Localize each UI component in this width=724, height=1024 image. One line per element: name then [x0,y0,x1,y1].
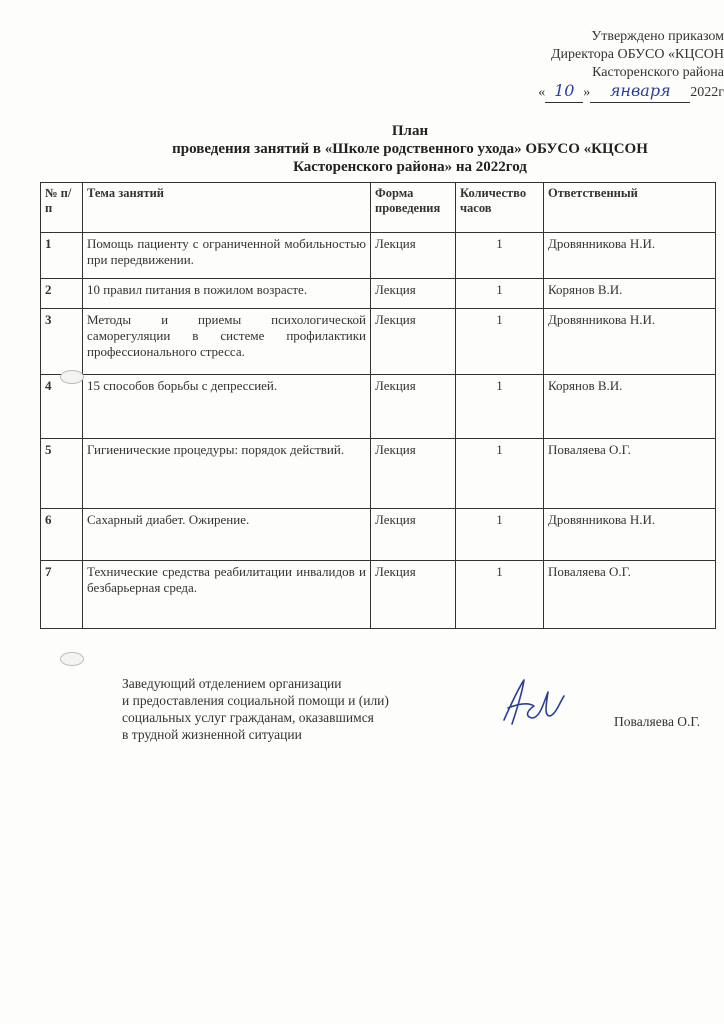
row-num: 6 [41,509,83,561]
row-num: 5 [41,439,83,509]
row-num: 7 [41,561,83,629]
footer-signer-name: Поваляева О.Г. [614,714,701,729]
document-title [120,122,700,176]
row-num: 2 [41,279,83,309]
date-month: января [609,81,671,100]
footer-position [122,675,442,743]
table-row [41,375,716,439]
row-hours: 1 [456,309,544,375]
table-header-row [41,183,716,233]
row-responsible: Поваляева О.Г. [544,561,716,629]
footer-line-1: Заведующий отделением организации [122,676,342,691]
row-form: Лекция [371,439,456,509]
row-form: Лекция [371,509,456,561]
handwritten-signature [494,672,574,732]
row-responsible: Дровянникова Н.И. [544,509,716,561]
date-close-quote: » [583,85,591,100]
row-form: Лекция [371,309,456,375]
row-form: Лекция [371,375,456,439]
row-hours: 1 [456,439,544,509]
footer-line-4: в трудной жизненной ситуации [122,727,302,742]
approval-line-1: Утверждено приказом [591,29,724,44]
row-topic: Технические средства реабилитации инвалидов и безбарьерная среда. [83,561,371,629]
row-num: 3 [41,309,83,375]
header-topic: Тема занятий [83,183,371,233]
row-num: 1 [41,233,83,279]
table-row [41,233,716,279]
approval-line-3: Касторенского района [592,65,724,80]
title-line-3: Касторенского района» на 2022год [293,159,527,175]
header-num: № п/п [41,183,83,233]
table-row [41,561,716,629]
row-hours: 1 [456,233,544,279]
row-responsible: Корянов В.И. [544,279,716,309]
row-hours: 1 [456,561,544,629]
row-hours: 1 [456,375,544,439]
row-responsible: Корянов В.И. [544,375,716,439]
row-topic: Гигиенические процедуры: порядок действий. [83,439,371,509]
punch-hole-mark [60,652,84,666]
punch-hole-mark [60,370,84,384]
row-hours: 1 [456,279,544,309]
row-topic: Методы и приемы психологической саморегуляции в системе профилактики профессионального стресса. [83,309,371,375]
footer-line-2: и предоставления социальной помощи и (или) [122,693,389,708]
row-hours: 1 [456,509,544,561]
header-hours: Количество часов [456,183,544,233]
header-form: Форма проведения [371,183,456,233]
row-topic: Помощь пациенту с ограниченной мобильностью при передвижении. [83,233,371,279]
row-topic: 10 правил питания в пожилом возрасте. [83,279,371,309]
row-form: Лекция [371,561,456,629]
plan-table [40,182,716,629]
row-num: 4 [41,375,83,439]
table-row [41,309,716,375]
row-responsible: Дровянникова Н.И. [544,233,716,279]
approval-line-2: Директора ОБУСО «КЦСОН [550,47,724,62]
title-line-1: План [391,123,429,139]
row-topic: 15 способов борьбы с депрессией. [83,375,371,439]
date-day: 10 [554,81,575,100]
header-responsible: Ответственный [544,183,716,233]
table-row [41,279,716,309]
approval-block [494,28,724,103]
row-form: Лекция [371,279,456,309]
date-year: 2022г [690,85,724,100]
table-row [41,509,716,561]
approval-date [494,82,724,103]
row-responsible: Поваляева О.Г. [544,439,716,509]
title-line-2: проведения занятий в «Школе родственного ухода» ОБУСО «КЦСОН [172,141,648,157]
footer-line-3: социальных услуг гражданам, оказавшимся [122,710,374,725]
row-form: Лекция [371,233,456,279]
row-responsible: Дровянникова Н.И. [544,309,716,375]
date-open-quote: « [538,85,546,100]
table-row [41,439,716,509]
row-topic: Сахарный диабет. Ожирение. [83,509,371,561]
